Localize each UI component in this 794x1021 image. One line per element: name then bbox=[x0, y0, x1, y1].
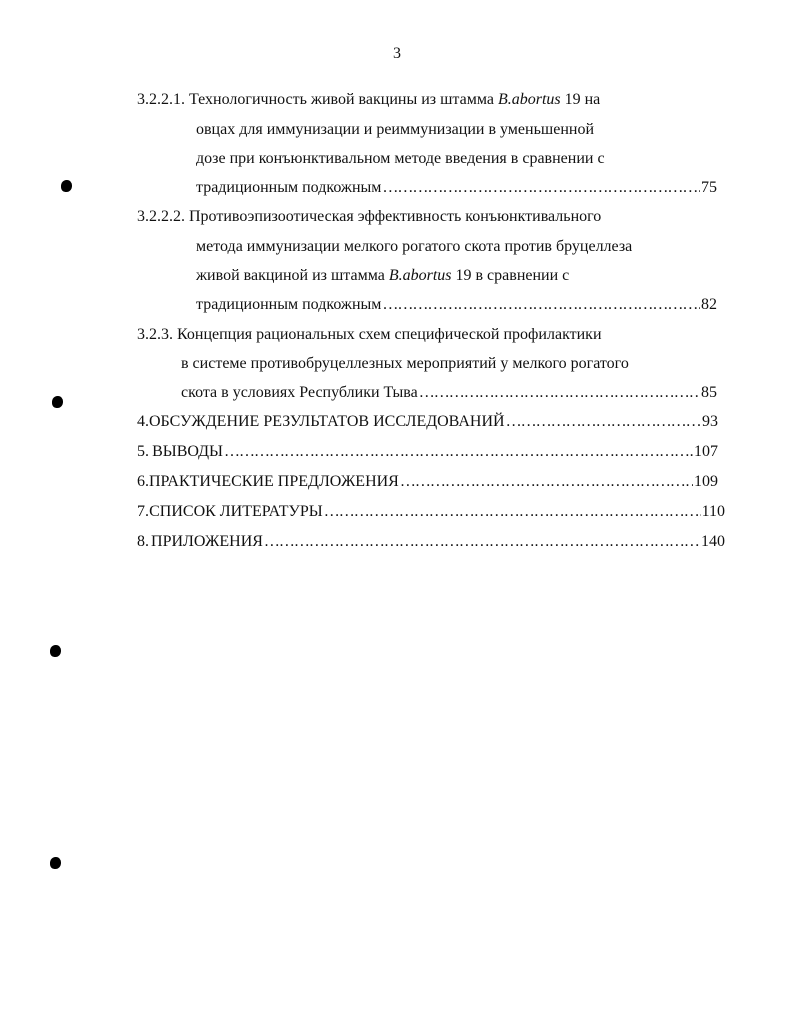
toc-entry-title: ПРАКТИЧЕСКИЕ ПРЕДЛОЖЕНИЯ bbox=[149, 473, 399, 490]
toc-entry-number: 4. bbox=[137, 413, 149, 430]
toc-entry-line: овцах для иммунизации и реиммунизации в уменьшенной bbox=[196, 121, 594, 138]
dot-leader bbox=[324, 502, 701, 522]
toc-page-number: 107 bbox=[694, 443, 718, 460]
toc-entry-line bbox=[137, 412, 718, 432]
toc-entry-line bbox=[137, 325, 602, 345]
toc-entry-title: ОБСУЖДЕНИЕ РЕЗУЛЬТАТОВ ИССЛЕДОВАНИЙ bbox=[149, 413, 505, 430]
toc-entry-line bbox=[181, 383, 717, 403]
toc-entry-text: традиционным подкожным bbox=[196, 179, 382, 196]
toc-entry-title: ВЫВОДЫ bbox=[152, 443, 223, 460]
dot-leader bbox=[264, 532, 700, 552]
toc-entry-number: 3.2.2.2. bbox=[137, 208, 185, 225]
punch-hole bbox=[50, 857, 61, 869]
toc-entry-line bbox=[137, 502, 725, 522]
toc-entry-line bbox=[137, 90, 667, 110]
toc-page-number: 110 bbox=[701, 503, 725, 520]
toc-entry-line: в системе противобруцеллезных мероприятий у мелкого рогатого bbox=[181, 355, 629, 372]
toc-page-number: 93 bbox=[702, 413, 718, 430]
toc-entry-line bbox=[196, 178, 717, 198]
toc-entry-line bbox=[137, 207, 601, 227]
toc-page-number: 75 bbox=[701, 179, 717, 196]
toc-entry-line: дозе при конъюнктивальном методе введения в сравнении с bbox=[196, 150, 605, 167]
punch-hole bbox=[61, 180, 72, 192]
toc-entry-line: метода иммунизации мелкого рогатого скота против бруцеллеза bbox=[196, 238, 633, 255]
dot-leader bbox=[419, 383, 700, 403]
toc-entry-number: 8. bbox=[137, 533, 149, 550]
dot-leader bbox=[506, 412, 701, 432]
toc-entry-line bbox=[196, 266, 569, 286]
toc-entry-line bbox=[137, 532, 725, 552]
toc-page-number: 109 bbox=[694, 473, 718, 490]
punch-hole bbox=[52, 396, 63, 408]
toc-entry-number: 5. bbox=[137, 443, 149, 460]
toc-entry-number: 7. bbox=[137, 503, 149, 520]
toc-entry-text: традиционным подкожным bbox=[196, 296, 382, 313]
toc-entry-line bbox=[137, 442, 718, 462]
toc-entry-number: 3.2.2.1. bbox=[137, 91, 185, 108]
dot-leader bbox=[382, 178, 700, 198]
species-name: B.abortus bbox=[388, 267, 452, 284]
toc-page-number: 85 bbox=[701, 384, 717, 401]
dot-leader bbox=[224, 442, 693, 462]
toc-entry-text: Противоэпизоотическая эффективность конъюнктивального bbox=[189, 208, 602, 225]
toc-entry-text: Концепция рациональных схем специфической профилактики bbox=[177, 326, 602, 343]
toc-entry-text: живой вакциной из штамма bbox=[196, 267, 389, 284]
toc-entry-text: Технологичность живой вакцины из штамма bbox=[189, 91, 498, 108]
toc-entry-number: 3.2.3. bbox=[137, 326, 173, 343]
dot-leader bbox=[382, 295, 700, 315]
toc-entry-title: ПРИЛОЖЕНИЯ bbox=[151, 533, 263, 550]
toc-entry-title: СПИСОК ЛИТЕРАТУРЫ bbox=[149, 503, 323, 520]
toc-entry-line bbox=[196, 295, 717, 315]
toc-page-number: 82 bbox=[701, 296, 717, 313]
page-number: 3 bbox=[393, 45, 401, 62]
toc-entry-text: 19 на bbox=[560, 91, 601, 108]
dot-leader bbox=[400, 472, 693, 492]
toc-entry-text: скота в условиях Республики Тыва bbox=[181, 384, 418, 401]
toc-entry-text: 19 в сравнении с bbox=[451, 267, 570, 284]
toc-entry-line bbox=[137, 472, 718, 492]
punch-hole bbox=[50, 645, 61, 657]
toc-page-number: 140 bbox=[701, 533, 725, 550]
species-name: B.abortus bbox=[497, 91, 561, 108]
toc-entry-number: 6. bbox=[137, 473, 149, 490]
